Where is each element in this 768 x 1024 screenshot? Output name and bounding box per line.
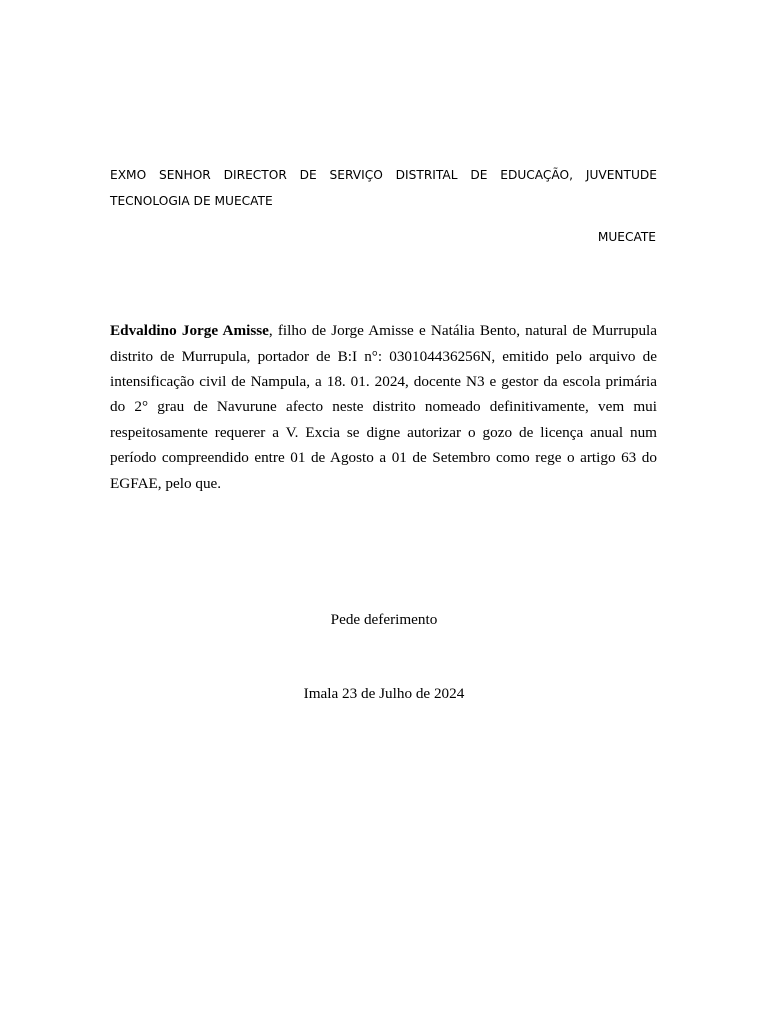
place-and-date: Imala 23 de Julho de 2024 (303, 685, 465, 702)
closing-phrase: Pede deferimento (330, 611, 438, 628)
addressee-city: MUECATE (597, 230, 656, 244)
request-paragraph (110, 318, 657, 496)
addressee-line-1: EXMO SENHOR DIRECTOR DE SERVIÇO DISTRITAL DE EDUCAÇÃO, JUVENTUDE (110, 168, 657, 182)
request-body-text: , filho de Jorge Amisse e Natália Bento, natural de Murrupula distrito de Murrupula, portador de B:I n°: 030104436256N, emitido pelo arquivo de intensificação civil de Nampula, a 18. 01. 2024, docente N3 e gestor da escola primária do 2° grau de Navurune afecto neste distrito nomeado definitivamente, vem mui respeitosamente requerer a V. Excia se digne autorizar o gozo de licença anual num período compreendido entre 01 de Agosto a 01 de Setembro como rege o artigo 63 do EGFAE, pelo que. (110, 322, 657, 492)
addressee-block (110, 162, 657, 214)
applicant-name: Edvaldino Jorge Amisse (110, 322, 269, 340)
addressee-line-2: TECNOLOGIA DE MUECATE (110, 194, 273, 208)
